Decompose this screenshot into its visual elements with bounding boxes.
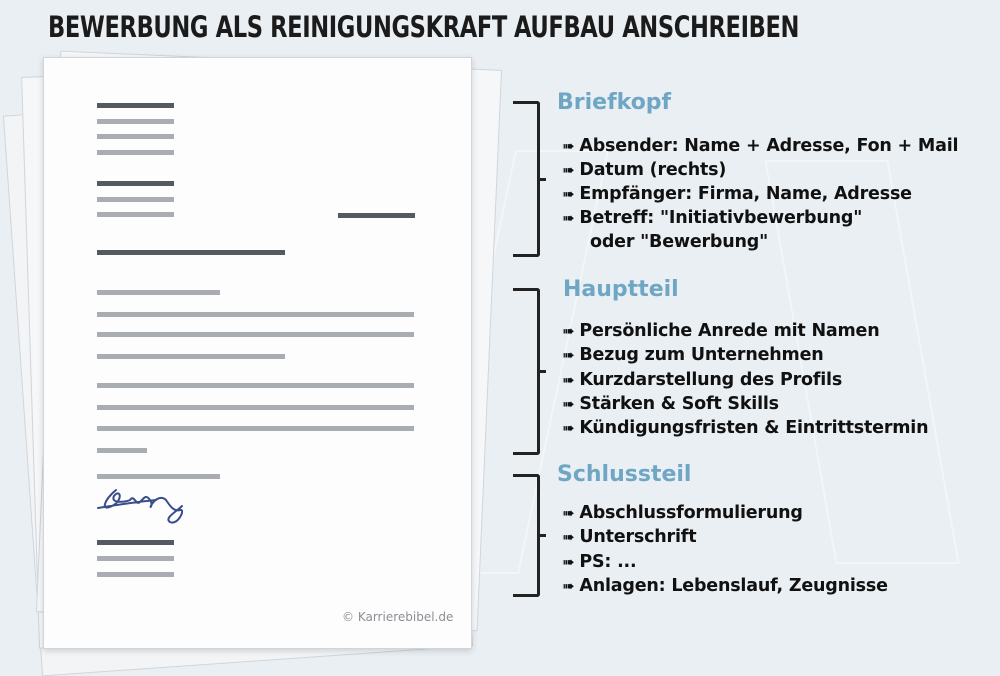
- arrow-right-icon: ➠: [562, 185, 575, 203]
- sender-line: [97, 119, 174, 124]
- closing-line: [97, 474, 220, 479]
- body-line: [97, 312, 414, 317]
- main-title: BEWERBUNG ALS REINIGUNGSKRAFT: [48, 10, 507, 44]
- arrow-right-icon: ➠: [562, 528, 575, 546]
- sender-line: [97, 103, 174, 108]
- list-item: ➠ Kurzdarstellung des Profils: [562, 370, 843, 390]
- name-line: [97, 572, 174, 577]
- sender-line: [97, 134, 174, 139]
- arrow-right-icon: ➠: [562, 395, 575, 413]
- sender-line: [97, 150, 174, 155]
- list-item: ➠ Kündigungsfristen & Eintrittstermin: [562, 418, 929, 438]
- list-item: ➠ Betreff: "Initiativbewerbung": [562, 208, 863, 228]
- body-line: [97, 405, 414, 410]
- section-title: Hauptteil: [563, 277, 679, 302]
- recipient-line: [97, 197, 174, 202]
- section-bracket-schlussteil: [513, 474, 540, 597]
- signature-icon: [96, 482, 188, 532]
- arrow-right-icon: ➠: [562, 322, 575, 340]
- date-line: [338, 213, 415, 218]
- section-title: Briefkopf: [557, 90, 672, 115]
- list-item: ➠ Anlagen: Lebenslauf, Zeugnisse: [562, 576, 888, 596]
- arrow-right-icon: ➠: [562, 419, 575, 437]
- section-bracket-briefkopf: [513, 101, 540, 257]
- list-item: ➠ Datum (rechts): [562, 160, 727, 180]
- arrow-right-icon: ➠: [562, 371, 575, 389]
- arrow-right-icon: ➠: [562, 209, 575, 227]
- arrow-right-icon: ➠: [562, 346, 575, 364]
- section-bracket-hauptteil: [513, 288, 540, 455]
- list-item: ➠ Persönliche Anrede mit Namen: [562, 321, 880, 341]
- arrow-right-icon: ➠: [562, 137, 575, 155]
- list-item: ➠ Empfänger: Firma, Name, Adresse: [562, 184, 912, 204]
- name-line: [97, 556, 174, 561]
- salutation-line: [97, 290, 220, 295]
- structure-title: AUFBAU ANSCHREIBEN: [514, 10, 800, 44]
- arrow-right-icon: ➠: [562, 504, 575, 522]
- recipient-line: [97, 181, 174, 186]
- list-item: ➠ Unterschrift: [562, 527, 697, 547]
- recipient-line: [97, 212, 174, 217]
- list-item: ➠ Abschlussformulierung: [562, 503, 803, 523]
- list-item: ➠ Absender: Name + Adresse, Fon + Mail: [562, 136, 959, 156]
- name-line: [97, 540, 174, 545]
- subject-line: [97, 250, 285, 255]
- list-item-continuation: oder "Bewerbung": [590, 232, 769, 252]
- section-title: Schlussteil: [557, 462, 692, 487]
- arrow-right-icon: ➠: [562, 577, 575, 595]
- body-line: [97, 354, 285, 359]
- list-item: ➠ Bezug zum Unternehmen: [562, 345, 824, 365]
- copyright-text: © Karrierebibel.de: [342, 610, 454, 624]
- list-item: ➠ Stärken & Soft Skills: [562, 394, 779, 414]
- arrow-right-icon: ➠: [562, 161, 575, 179]
- list-item: ➠ PS: ...: [562, 552, 637, 572]
- body-line: [97, 332, 414, 337]
- body-line: [97, 448, 147, 453]
- arrow-right-icon: ➠: [562, 553, 575, 571]
- body-line: [97, 383, 414, 388]
- body-line: [97, 426, 414, 431]
